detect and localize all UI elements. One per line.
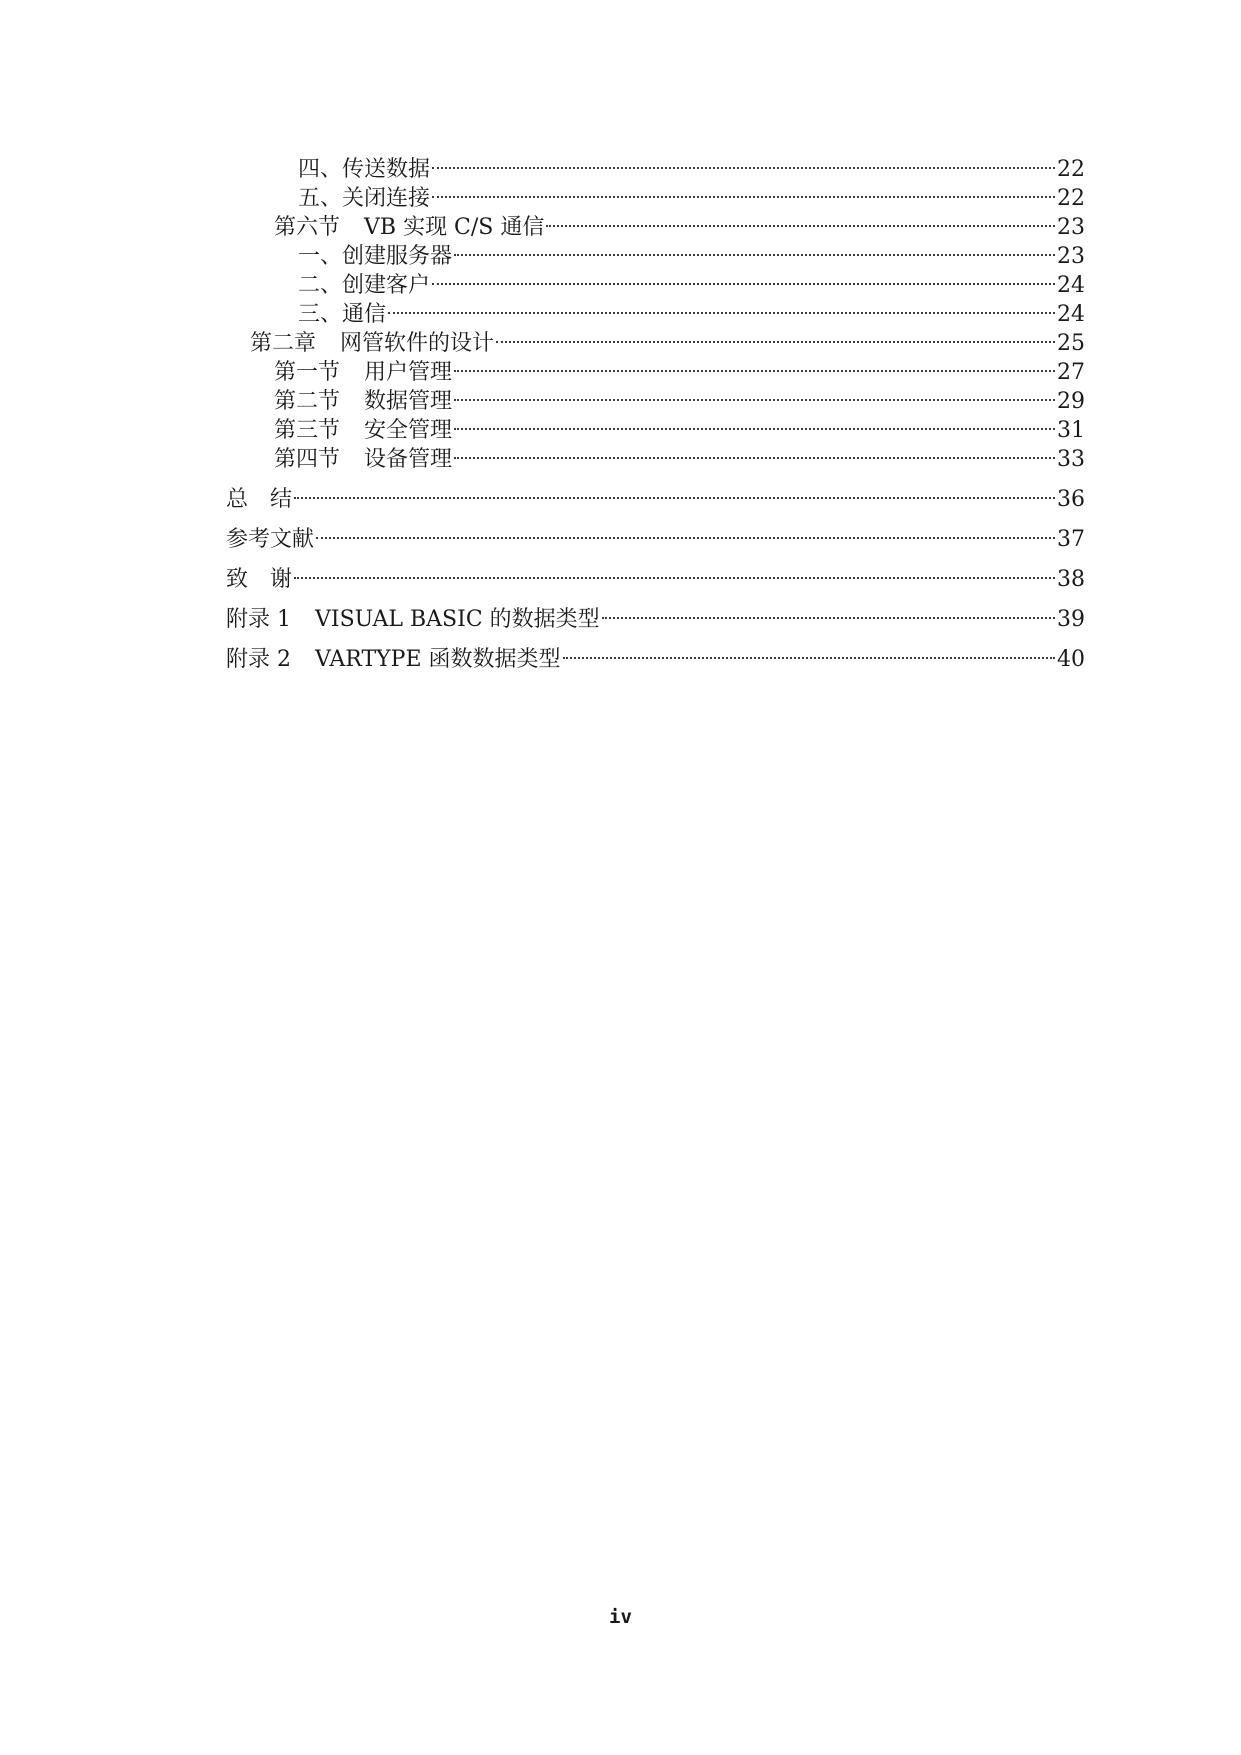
toc-entry[interactable] <box>226 636 1085 672</box>
toc-entry-title: 一、创建服务器 <box>298 244 453 269</box>
toc-entry-page: 22 <box>1057 186 1085 211</box>
toc-entry-title: VARTYPE 函数数据类型 <box>315 647 561 672</box>
toc-entry[interactable] <box>226 596 1085 632</box>
toc-dot-leader <box>432 262 1055 292</box>
toc-entry[interactable] <box>274 407 1085 443</box>
toc-entry-title: VB 实现 C/S 通信 <box>364 215 545 240</box>
toc-dot-leader <box>454 378 1055 408</box>
toc-entry-page: 37 <box>1057 527 1085 552</box>
toc-entry-page: 23 <box>1057 244 1085 269</box>
toc-entry-number: 第二章 <box>250 331 317 356</box>
toc-entry-page: 36 <box>1057 487 1085 512</box>
toc-entry-page: 29 <box>1057 389 1085 414</box>
toc-entry-title: 安全管理 <box>364 418 453 443</box>
toc-entry-page: 40 <box>1057 647 1085 672</box>
toc-dot-leader <box>563 636 1055 666</box>
toc-entry-title: 四、传送数据 <box>298 157 431 182</box>
toc-dot-leader <box>454 436 1055 466</box>
toc-dot-leader <box>432 175 1055 205</box>
toc-dot-leader <box>432 146 1055 176</box>
toc-entry-title: 五、关闭连接 <box>298 186 431 211</box>
toc-entry-page: 24 <box>1057 273 1085 298</box>
toc-entry[interactable] <box>274 436 1085 472</box>
toc-dot-leader <box>388 291 1055 321</box>
toc-entry[interactable] <box>274 378 1085 414</box>
toc-entry-title: 数据管理 <box>364 389 453 414</box>
page-number: iv <box>609 1606 632 1628</box>
toc-entry-title: VISUAL BASIC 的数据类型 <box>315 607 600 632</box>
toc-entry[interactable] <box>226 516 1085 552</box>
toc-entry-page: 24 <box>1057 302 1085 327</box>
toc-entry-title: 总 结 <box>226 487 293 512</box>
toc-entry-number: 第二节 <box>274 389 341 414</box>
toc-entry-title: 二、创建客户 <box>298 273 431 298</box>
toc-entry-page: 25 <box>1057 331 1085 356</box>
toc-entry[interactable] <box>274 349 1085 385</box>
toc-entry[interactable] <box>298 291 1085 327</box>
toc-entry-page: 38 <box>1057 567 1085 592</box>
toc-dot-leader <box>602 596 1055 626</box>
toc-entry-number: 第六节 <box>274 215 341 240</box>
toc-entry[interactable] <box>226 556 1085 592</box>
toc-entry[interactable] <box>298 175 1085 211</box>
toc-dot-leader <box>496 320 1055 350</box>
toc-entry-page: 31 <box>1057 418 1085 443</box>
toc-entry-number: 第三节 <box>274 418 341 443</box>
toc-dot-leader <box>546 204 1055 234</box>
toc-entry[interactable] <box>298 233 1085 269</box>
toc-entry[interactable] <box>298 146 1085 182</box>
toc-entry-title: 用户管理 <box>364 360 453 385</box>
toc-entry[interactable] <box>274 204 1085 240</box>
toc-entry-title: 网管软件的设计 <box>340 331 495 356</box>
toc-entry[interactable] <box>298 262 1085 298</box>
toc-entry-title: 参考文献 <box>226 527 315 552</box>
toc-entry[interactable] <box>226 476 1085 512</box>
toc-entry-number: 第四节 <box>274 447 341 472</box>
toc-entry-page: 23 <box>1057 215 1085 240</box>
toc-entry-number: 第一节 <box>274 360 341 385</box>
toc-entry-title: 致 谢 <box>226 567 293 592</box>
toc-dot-leader <box>294 476 1055 506</box>
toc-entry-page: 33 <box>1057 447 1085 472</box>
toc-entry-page: 39 <box>1057 607 1085 632</box>
toc-entry-title: 三、通信 <box>298 302 387 327</box>
toc-dot-leader <box>454 407 1055 437</box>
toc-entry-page: 27 <box>1057 360 1085 385</box>
toc-entry-number: 附录 2 <box>226 647 291 672</box>
toc-dot-leader <box>454 233 1055 263</box>
toc-dot-leader <box>294 556 1055 586</box>
toc-entry-number: 附录 1 <box>226 607 291 632</box>
toc-dot-leader <box>454 349 1055 379</box>
toc-entry-title: 设备管理 <box>364 447 453 472</box>
toc-entry-page: 22 <box>1057 157 1085 182</box>
toc-dot-leader <box>316 516 1055 546</box>
toc-entry[interactable] <box>250 320 1085 356</box>
